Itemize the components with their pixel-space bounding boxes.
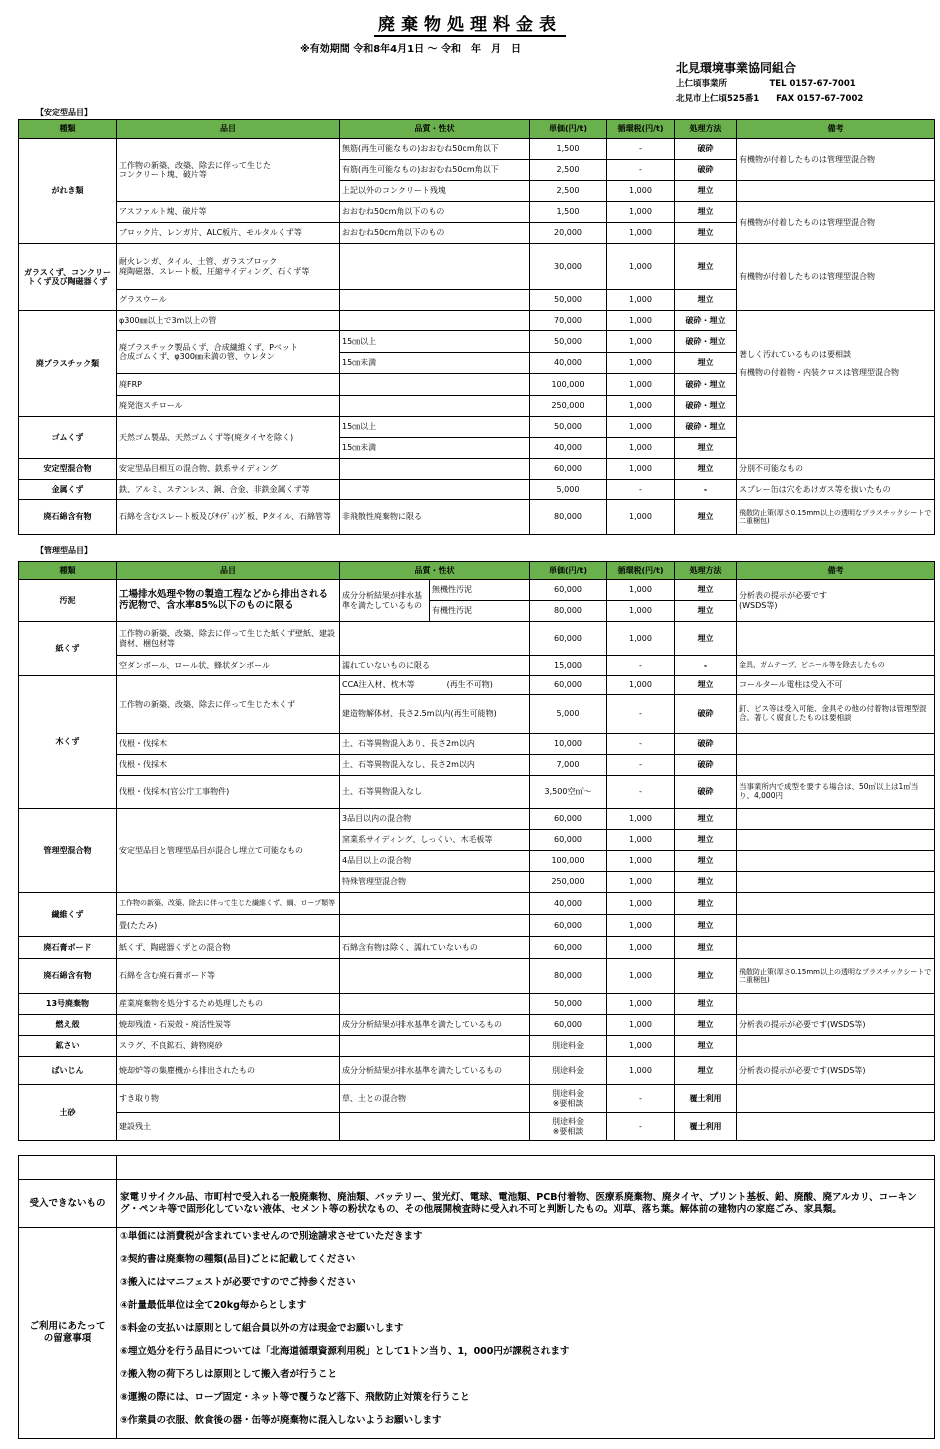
price-cell: 60,000 [530, 937, 607, 959]
stable-price-table [18, 119, 935, 535]
price-cell: 別途料金 [530, 1057, 607, 1085]
price-cell: 5,000 [530, 480, 607, 500]
table-row [19, 139, 935, 160]
method-cell: 破砕・埋立 [675, 374, 737, 396]
method-cell: 埋立 [675, 937, 737, 959]
method-cell: 埋立 [675, 676, 737, 695]
tax-cell: - [607, 139, 675, 160]
note-cell: 分析表の提示が必要です (WSDS等) [737, 580, 935, 622]
item-cell: 紙くず、陶磁器くずとの混合物 [117, 937, 340, 959]
method-cell: 埋立 [675, 622, 737, 656]
item-cell: 天然ゴム製品、天然ゴムくず等(廃タイヤを除く) [117, 417, 340, 459]
tax-cell: 1,000 [607, 809, 675, 830]
managed-section-label: 【管理型品目】 [36, 546, 92, 555]
quality-cell: 成分分析結果が排水基準を満たしているもの [340, 1015, 530, 1036]
col-header-quality: 品質・性状 [340, 120, 530, 139]
note-item: ②契約書は廃棄物の種類(品目)ごとに記載してください [120, 1254, 356, 1265]
quality-cell: 土、石等異物混入なし、長さ2m以内 [340, 755, 530, 776]
quality-cell: 4品目以上の混合物 [340, 851, 530, 872]
method-cell: 破砕 [675, 755, 737, 776]
table-header-row [19, 562, 935, 580]
quality-cell: 土、石等異物混入なし [340, 776, 530, 809]
category-cell: 管理型混合物 [19, 809, 117, 893]
method-cell: 埋立 [675, 580, 737, 601]
col-header-tax: 循環税(円/t) [607, 120, 675, 139]
note-cell: 飛散防止策(厚さ0.15mm以上の透明なプラスチックシートで二重梱包) [737, 500, 935, 535]
item-cell: 伐根・伐採木 [117, 755, 340, 776]
method-cell: 埋立 [675, 459, 737, 480]
table-row [19, 480, 935, 500]
note-cell: 分析表の提示が必要です(WSDS等) [737, 1015, 935, 1036]
note-cell: スプレー缶は穴をあけガス等を抜いたもの [737, 480, 935, 500]
reject-label: 受入できないもの [19, 1180, 117, 1228]
table-row [19, 656, 935, 676]
method-cell: 破砕・埋立 [675, 311, 737, 331]
price-cell: 40,000 [530, 438, 607, 459]
method-cell: 埋立 [675, 809, 737, 830]
tax-cell: - [607, 755, 675, 776]
item-cell: ブロック片、レンガ片、ALC板片、モルタルくず等 [117, 223, 340, 244]
note-item: ④計量最低単位は全て20kg毎からとします [120, 1300, 307, 1311]
note-cell: 有機物が付着したものは管理型混合物 [737, 244, 935, 311]
method-cell: 埋立 [675, 959, 737, 994]
quality-cell: 成分分析結果が排水基準を満たしているもの [340, 1057, 530, 1085]
note-cell: 当事業所内で成型を要する場合は、50㎥以上は1㎥当り、4,000円 [737, 776, 935, 809]
condition-cell: 成分分析結果が排水基準を満たしているもの [340, 580, 430, 622]
col-header-item: 品目 [117, 120, 340, 139]
method-cell: 埋立 [675, 202, 737, 223]
method-cell: 埋立 [675, 994, 737, 1015]
method-cell: 破砕 [675, 776, 737, 809]
tax-cell: - [607, 160, 675, 181]
table-row [19, 244, 935, 290]
table-row [19, 1085, 935, 1113]
tax-cell: - [607, 776, 675, 809]
price-cell: 2,500 [530, 160, 607, 181]
table-row [19, 417, 935, 438]
method-cell: 埋立 [675, 915, 737, 937]
table-row [19, 1113, 935, 1141]
tax-cell: 1,000 [607, 1015, 675, 1036]
method-cell: 埋立 [675, 353, 737, 374]
table-row [19, 580, 935, 601]
item-cell: 工作物の新築、改築、除去に伴って生じた紙くず壁紙、建設資材、梱包材等 [117, 622, 340, 656]
note-item: ①単価には消費税が含まれていませんので別途請求させていただきます [120, 1231, 423, 1242]
col-header-price: 単価(円/t) [530, 562, 607, 580]
item-cell: 焼却炉等の集塵機から排出されたもの [117, 1057, 340, 1085]
tax-cell: 1,000 [607, 872, 675, 893]
price-cell: 60,000 [530, 580, 607, 601]
method-cell: 破砕・埋立 [675, 417, 737, 438]
note-item: ⑧運搬の際には、ロープ固定・ネット等で覆うなど落下、飛散防止対策を行うこと [120, 1392, 470, 1403]
col-header-note: 備考 [737, 562, 935, 580]
category-cell: ガラスくず、コンクリートくず及び陶磁器くず [19, 244, 117, 311]
col-header-tax: 循環税(円/t) [607, 562, 675, 580]
price-cell: 80,000 [530, 959, 607, 994]
tax-cell: 1,000 [607, 417, 675, 438]
item-cell: 廃発泡スチロール [117, 396, 340, 417]
item-cell: 鉄、アルミ、ステンレス、銅、合金、非鉄金属くず等 [117, 480, 340, 500]
col-header-item: 品目 [117, 562, 340, 580]
item-cell: 廃FRP [117, 374, 340, 396]
quality-cell: 15㎝未満 [340, 438, 530, 459]
category-cell: がれき類 [19, 139, 117, 244]
note-cell: コールタール電柱は受入不可 [737, 676, 935, 695]
price-cell: 80,000 [530, 500, 607, 535]
price-cell: 20,000 [530, 223, 607, 244]
col-header-quality: 品質・性状 [340, 562, 530, 580]
tax-cell: - [607, 656, 675, 676]
category-cell: 安定型混合物 [19, 459, 117, 480]
table-row [19, 959, 935, 994]
price-cell: 1,500 [530, 202, 607, 223]
method-cell: 埋立 [675, 181, 737, 202]
item-cell: 焼却残渣・石炭殻・廃活性炭等 [117, 1015, 340, 1036]
office-contact: 上仁頃事業所 TEL 0157-67-7001 [676, 79, 856, 89]
category-cell: 土砂 [19, 1085, 117, 1141]
notes-label: ご利用にあたって の留意事項 [19, 1228, 117, 1439]
method-cell: 破砕 [675, 139, 737, 160]
tax-cell: 1,000 [607, 893, 675, 915]
tax-cell: 1,000 [607, 459, 675, 480]
category-cell: ゴムくず [19, 417, 117, 459]
note-cell: 金具、ガムテープ、ビニール等を除去したもの [737, 656, 935, 676]
quality-cell: 非飛散性廃棄物に限る [340, 500, 530, 535]
quality-cell: おおむね50cm角以下のもの [340, 202, 530, 223]
quality-cell: 15㎝以上 [340, 417, 530, 438]
category-cell: 金属くず [19, 480, 117, 500]
table-header-row [19, 120, 935, 139]
price-cell: 30,000 [530, 244, 607, 290]
price-cell: 60,000 [530, 830, 607, 851]
quality-cell: 石綿含有物は除く、濡れていないもの [340, 937, 530, 959]
item-cell: 伐根・伐採木 [117, 734, 340, 755]
method-cell: - [675, 480, 737, 500]
category-cell: 鉱さい [19, 1036, 117, 1057]
tax-cell: - [607, 1113, 675, 1141]
tax-cell: 1,000 [607, 202, 675, 223]
quality-cell: CCA注入材、枕木等 (再生不可物) [340, 676, 530, 695]
table-row [19, 1015, 935, 1036]
tax-cell: 1,000 [607, 311, 675, 331]
reject-text: 家電リサイクル品、市町村で受入れる一般廃棄物、廃油類、バッテリー、蛍光灯、電球、電池類、PCB付着物、医療系廃棄物、廃タイヤ、プリント基板、鉛、廃酸、廃アルカリ、コーキング・ペンキ等で固形化していない液体、セメント等の粉状なもの、その他展開検査時に受入れ不可と判断したもの。刈草、落ち葉。解体前の建物内の家庭ごみ、家具類。 [117, 1180, 935, 1228]
tax-cell: - [607, 480, 675, 500]
item-cell: スラグ、不良鉱石、鋳物廃砂 [117, 1036, 340, 1057]
price-cell: 70,000 [530, 311, 607, 331]
price-cell: 50,000 [530, 417, 607, 438]
note-text: 有機物の付着物・内装クロスは管理型混合物 [739, 367, 899, 377]
quality-cell: おおむね50cm角以下のもの [340, 223, 530, 244]
note-item: ⑦搬入物の荷下ろしは原則として搬入者が行うこと [120, 1369, 338, 1380]
tax-cell: 1,000 [607, 1057, 675, 1085]
price-cell: 3,500空㎥～ [530, 776, 607, 809]
item-cell: 伐根・伐採木(官公庁工事物件) [117, 776, 340, 809]
method-cell: 埋立 [675, 1036, 737, 1057]
price-cell: 5,000 [530, 695, 607, 734]
tax-cell: - [607, 1085, 675, 1113]
category-cell: 廃プラスチック類 [19, 311, 117, 417]
stable-section-label: 【安定型品目】 [36, 108, 92, 117]
item-cell: 耐火レンガ、タイル、土管、ガラスブロック 廃陶磁器、スレート板、圧縮サイディング、石くず等 [117, 244, 340, 290]
note-item: ⑤料金の支払いは原則として組合員以外の方は現金でお願いします [120, 1323, 404, 1334]
note-cell: 飛散防止策(厚さ0.15mm以上の透明なプラスチックシートで二重梱包) [737, 959, 935, 994]
method-cell: 埋立 [675, 1057, 737, 1085]
tax-cell: 1,000 [607, 601, 675, 622]
tax-cell: 1,000 [607, 915, 675, 937]
item-cell: 空ダンボール、ロール状、蜂状ダンボール [117, 656, 340, 676]
table-row [19, 734, 935, 755]
category-cell: 紙くず [19, 622, 117, 676]
col-header-note: 備考 [737, 120, 935, 139]
tax-cell: 1,000 [607, 959, 675, 994]
price-cell: 別途料金 ※要相談 [530, 1085, 607, 1113]
tax-cell: 1,000 [607, 851, 675, 872]
tax-cell: 1,000 [607, 1036, 675, 1057]
table-row [19, 500, 935, 535]
price-cell: 60,000 [530, 459, 607, 480]
price-cell: 80,000 [530, 601, 607, 622]
item-cell: 安定型品目相互の混合物、鉄系サイディング [117, 459, 340, 480]
table-row [19, 755, 935, 776]
category-cell: 廃石綿含有物 [19, 959, 117, 994]
method-cell: 埋立 [675, 893, 737, 915]
table-row [19, 937, 935, 959]
organization-name: 北見環境事業協同組合 [676, 61, 797, 75]
note-cell: 分析表の提示が必要です(WSDS等) [737, 1057, 935, 1085]
table-row [19, 915, 935, 937]
item-cell: 石綿を含むスレート板及びｻｲﾃﾞｨﾝｸﾞ板、Pタイル、石綿管等 [117, 500, 340, 535]
price-cell: 2,500 [530, 181, 607, 202]
note-cell: 分別不可能なもの [737, 459, 935, 480]
method-cell: 埋立 [675, 290, 737, 311]
item-cell: 産業廃棄物を処分するため処理したもの [117, 994, 340, 1015]
price-cell: 50,000 [530, 290, 607, 311]
tax-cell: 1,000 [607, 181, 675, 202]
note-item: ③搬入にはマニフェストが必要ですのでご持参ください [120, 1277, 356, 1288]
tax-cell: 1,000 [607, 830, 675, 851]
col-header-type: 種類 [19, 562, 117, 580]
price-cell: 50,000 [530, 994, 607, 1015]
item-cell: アスファルト塊、破片等 [117, 202, 340, 223]
table-row [19, 994, 935, 1015]
note-cell: 有機物が付着したものは管理型混合物 [737, 139, 935, 181]
col-header-method: 処理方法 [675, 562, 737, 580]
quality-cell: 3品目以内の混合物 [340, 809, 530, 830]
quality-cell: 無機性汚泥 [430, 580, 530, 601]
category-cell: 繊維くず [19, 893, 117, 937]
method-cell: 破砕 [675, 695, 737, 734]
tax-cell: 1,000 [607, 622, 675, 656]
reject-row [19, 1180, 935, 1228]
price-cell: 40,000 [530, 893, 607, 915]
price-cell: 60,000 [530, 1015, 607, 1036]
tax-cell: 1,000 [607, 290, 675, 311]
table-row [19, 893, 935, 915]
price-cell: 1,500 [530, 139, 607, 160]
method-cell: 埋立 [675, 223, 737, 244]
method-cell: 埋立 [675, 1015, 737, 1036]
table-row [19, 1036, 935, 1057]
price-cell: 250,000 [530, 396, 607, 417]
item-cell: 安定型品目と管理型品目が混合し埋立て可能なもの [117, 809, 340, 893]
item-cell: φ300㎜以上で3m以上の管 [117, 311, 340, 331]
category-cell: 廃石綿含有物 [19, 500, 117, 535]
method-cell: 埋立 [675, 438, 737, 459]
item-cell: 廃プラスチック製品くず、合成繊維くず、Pベット 合成ゴムくず、φ300㎜未満の管、ウレタン [117, 331, 340, 374]
quality-cell: 建造物解体材、長さ2.5m以内(再生可能物) [340, 695, 530, 734]
note-text: 著しく汚れているものは要相談 [739, 350, 851, 360]
table-row [19, 1057, 935, 1085]
address-contact: 北見市上仁頃525番1 FAX 0157-67-7002 [676, 94, 864, 104]
quality-cell: 濡れていないものに限る [340, 656, 530, 676]
item-cell: 工作物の新築、改築、除去に伴って生じた繊維くず、綱、ロープ類等 [117, 893, 340, 915]
table-row [19, 311, 935, 331]
tax-cell: 1,000 [607, 937, 675, 959]
tax-cell: 1,000 [607, 244, 675, 290]
managed-price-table [18, 561, 935, 1141]
item-cell: 工場排水処理や物の製造工程などから排出される汚泥物で、含水率85%以下のものに限る [117, 580, 340, 622]
item-cell: グラスウール [117, 290, 340, 311]
price-cell: 50,000 [530, 331, 607, 353]
method-cell: 覆土利用 [675, 1113, 737, 1141]
tax-cell: 1,000 [607, 331, 675, 353]
item-cell: 畳(たたみ) [117, 915, 340, 937]
table-row [19, 809, 935, 830]
col-header-price: 単価(円/t) [530, 120, 607, 139]
page-title: 廃棄物処理料金表 [0, 10, 940, 35]
price-cell: 60,000 [530, 915, 607, 937]
quality-cell: 無筋(再生可能なもの)おおむね50cm角以下 [340, 139, 530, 160]
method-cell: 破砕 [675, 160, 737, 181]
note-item: ⑥埋立処分を行う品目については「北海道循環資源利用税」として1トン当り、1，000円が課税されます [120, 1346, 570, 1357]
item-cell: すき取り物 [117, 1085, 340, 1113]
price-cell: 60,000 [530, 809, 607, 830]
price-cell: 60,000 [530, 676, 607, 695]
note-cell: 有機物が付着したものは管理型混合物 [737, 202, 935, 244]
quality-cell: 有機性汚泥 [430, 601, 530, 622]
method-cell: 埋立 [675, 830, 737, 851]
note-cell: 釘、ビス等は受入可能、金具その他の付着物は管理型混合。著しく腐食したものは要相談 [737, 695, 935, 734]
note-item: ⑨作業員の衣服、飲食後の器・缶等が廃棄物に混入しないようお願いします [120, 1415, 442, 1426]
price-cell: 40,000 [530, 353, 607, 374]
table-row [19, 676, 935, 695]
validity-period: ※有効期間 令和8年4月1日 ～ 令和 年 月 日 [300, 44, 522, 55]
item-cell: 工作物の新築、改築、除去に伴って生じた木くず [117, 676, 340, 734]
price-cell: 100,000 [530, 374, 607, 396]
tax-cell: 1,000 [607, 438, 675, 459]
item-cell: 工作物の新築、改築、除去に伴って生じた コンクリート塊、破片等 [117, 139, 340, 202]
method-cell: 破砕・埋立 [675, 331, 737, 353]
price-cell: 別途料金 ※要相談 [530, 1113, 607, 1141]
price-cell: 10,000 [530, 734, 607, 755]
price-cell: 別途料金 [530, 1036, 607, 1057]
method-cell: 埋立 [675, 872, 737, 893]
table-row [19, 459, 935, 480]
method-cell: 破砕 [675, 734, 737, 755]
quality-cell: 15㎝以上 [340, 331, 530, 353]
tax-cell: - [607, 734, 675, 755]
table-row [19, 776, 935, 809]
quality-cell: 窯業系サイディング、しっくい、木毛板等 [340, 830, 530, 851]
category-cell: ばいじん [19, 1057, 117, 1085]
tax-cell: 1,000 [607, 500, 675, 535]
col-header-type: 種類 [19, 120, 117, 139]
tax-cell: - [607, 695, 675, 734]
quality-cell: 上記以外のコンクリート残塊 [340, 181, 530, 202]
table-row [19, 202, 935, 223]
category-cell: 13号廃棄物 [19, 994, 117, 1015]
method-cell: 破砕・埋立 [675, 396, 737, 417]
quality-cell: 土、石等異物混入あり、長さ2m以内 [340, 734, 530, 755]
category-cell: 燃え殻 [19, 1015, 117, 1036]
tax-cell: 1,000 [607, 580, 675, 601]
category-cell: 廃石膏ボード [19, 937, 117, 959]
method-cell: 覆土利用 [675, 1085, 737, 1113]
tax-cell: 1,000 [607, 223, 675, 244]
quality-cell: 特殊管理型混合物 [340, 872, 530, 893]
category-cell: 汚泥 [19, 580, 117, 622]
item-cell: 建設残土 [117, 1113, 340, 1141]
tax-cell: 1,000 [607, 396, 675, 417]
price-cell: 15,000 [530, 656, 607, 676]
col-header-method: 処理方法 [675, 120, 737, 139]
method-cell: 埋立 [675, 500, 737, 535]
tax-cell: 1,000 [607, 994, 675, 1015]
quality-cell: 草、土との混合物 [340, 1085, 530, 1113]
tax-cell: 1,000 [607, 353, 675, 374]
quality-cell: 有筋(再生可能なもの)おおむね50cm角以下 [340, 160, 530, 181]
footer-table [18, 1155, 935, 1439]
price-cell: 250,000 [530, 872, 607, 893]
method-cell: - [675, 656, 737, 676]
quality-cell: 15㎝未満 [340, 353, 530, 374]
method-cell: 埋立 [675, 601, 737, 622]
price-cell: 7,000 [530, 755, 607, 776]
item-cell: 石綿を含む廃石膏ボード等 [117, 959, 340, 994]
method-cell: 埋立 [675, 851, 737, 872]
price-cell: 100,000 [530, 851, 607, 872]
tax-cell: 1,000 [607, 374, 675, 396]
price-cell: 60,000 [530, 622, 607, 656]
table-row [19, 622, 935, 656]
category-cell: 木くず [19, 676, 117, 809]
tax-cell: 1,000 [607, 676, 675, 695]
method-cell: 埋立 [675, 244, 737, 290]
